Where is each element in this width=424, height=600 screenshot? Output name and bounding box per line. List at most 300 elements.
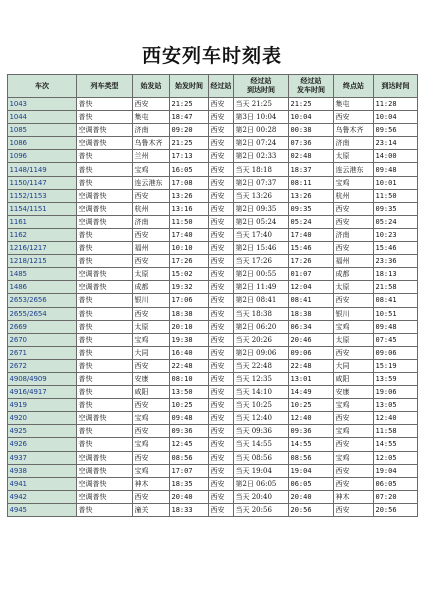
- cell-via-station: 西安: [209, 150, 234, 163]
- cell-via-arrival: 当天 20:40: [234, 490, 289, 503]
- cell-via-arrival: 当天 21:25: [234, 98, 289, 111]
- table-row: [8, 98, 418, 111]
- cell-origin: 兰州: [133, 150, 170, 163]
- cell-train-no: 1486: [8, 281, 77, 294]
- table-row: [8, 124, 418, 137]
- cell-via-departure: 08:41: [289, 294, 334, 307]
- cell-arrival-time: 10:04: [374, 111, 418, 124]
- cell-origin: 宝鸡: [133, 438, 170, 451]
- cell-train-type: 普快: [77, 176, 133, 189]
- col-header-departure-time: 始发时间: [170, 75, 209, 98]
- cell-via-departure: 15:46: [289, 242, 334, 255]
- cell-train-no: 2671: [8, 346, 77, 359]
- cell-train-type: 空调普快: [77, 137, 133, 150]
- cell-train-no: 1485: [8, 268, 77, 281]
- cell-origin: 咸阳: [133, 386, 170, 399]
- cell-arrival-time: 11:50: [374, 189, 418, 202]
- cell-train-no: 1161: [8, 215, 77, 228]
- cell-departure-time: 17:13: [170, 150, 209, 163]
- cell-via-arrival: 当天 18:18: [234, 163, 289, 176]
- cell-train-type: 空调普快: [77, 490, 133, 503]
- cell-terminus: 连云港东: [334, 163, 374, 176]
- cell-train-no: 4942: [8, 490, 77, 503]
- cell-terminus: 大同: [334, 359, 374, 372]
- cell-departure-time: 12:45: [170, 438, 209, 451]
- cell-terminus: 宝鸡: [334, 399, 374, 412]
- cell-via-departure: 06:34: [289, 320, 334, 333]
- cell-train-no: 2669: [8, 320, 77, 333]
- cell-train-no: 4941: [8, 477, 77, 490]
- cell-arrival-time: 10:01: [374, 176, 418, 189]
- table-row: [8, 503, 418, 516]
- cell-terminus: 宝鸡: [334, 176, 374, 189]
- cell-via-station: 西安: [209, 281, 234, 294]
- cell-terminus: 济南: [334, 137, 374, 150]
- cell-terminus: 宝鸡: [334, 425, 374, 438]
- cell-train-type: 普快: [77, 242, 133, 255]
- cell-train-no: 1216/1217: [8, 242, 77, 255]
- cell-departure-time: 13:50: [170, 386, 209, 399]
- cell-terminus: 太原: [334, 333, 374, 346]
- cell-train-no: 4916/4917: [8, 386, 77, 399]
- cell-departure-time: 10:25: [170, 399, 209, 412]
- cell-train-no: 2655/2654: [8, 307, 77, 320]
- cell-via-departure: 12:04: [289, 281, 334, 294]
- cell-departure-time: 09:36: [170, 425, 209, 438]
- cell-via-arrival: 当天 10:25: [234, 399, 289, 412]
- table-row: [8, 438, 418, 451]
- cell-arrival-time: 09:48: [374, 163, 418, 176]
- cell-train-type: 空调普快: [77, 281, 133, 294]
- cell-via-arrival: 当天 20:26: [234, 333, 289, 346]
- cell-origin: 杭州: [133, 202, 170, 215]
- cell-via-station: 西安: [209, 268, 234, 281]
- cell-terminus: 太原: [334, 150, 374, 163]
- table-row: [8, 425, 418, 438]
- cell-train-no: 1148/1149: [8, 163, 77, 176]
- table-row: [8, 412, 418, 425]
- table-header-row: [8, 75, 418, 98]
- cell-via-arrival: 第2日 07:24: [234, 137, 289, 150]
- table-row: [8, 215, 418, 228]
- cell-via-arrival: 当天 13:26: [234, 189, 289, 202]
- cell-terminus: 银川: [334, 307, 374, 320]
- cell-via-departure: 14:55: [289, 438, 334, 451]
- cell-origin: 连云港东: [133, 176, 170, 189]
- cell-via-station: 西安: [209, 189, 234, 202]
- cell-terminus: 西安: [334, 412, 374, 425]
- cell-terminus: 西安: [334, 464, 374, 477]
- cell-origin: 银川: [133, 294, 170, 307]
- cell-train-no: 1043: [8, 98, 77, 111]
- cell-train-type: 普快: [77, 346, 133, 359]
- cell-train-type: 普快: [77, 425, 133, 438]
- col-header-arrival-time: 到达时间: [374, 75, 418, 98]
- table-row: [8, 490, 418, 503]
- cell-departure-time: 20:10: [170, 320, 209, 333]
- cell-terminus: 成都: [334, 268, 374, 281]
- cell-via-arrival: 第2日 06:05: [234, 477, 289, 490]
- cell-departure-time: 18:38: [170, 307, 209, 320]
- cell-via-arrival: 第2日 02:33: [234, 150, 289, 163]
- cell-terminus: 西安: [334, 111, 374, 124]
- cell-arrival-time: 05:24: [374, 215, 418, 228]
- cell-arrival-time: 23:14: [374, 137, 418, 150]
- cell-departure-time: 18:35: [170, 477, 209, 490]
- cell-departure-time: 13:26: [170, 189, 209, 202]
- cell-via-arrival: 第2日 05:24: [234, 215, 289, 228]
- timetable-body: [8, 98, 418, 517]
- cell-via-station: 西安: [209, 412, 234, 425]
- cell-terminus: 西安: [334, 503, 374, 516]
- cell-via-station: 西安: [209, 333, 234, 346]
- table-row: [8, 386, 418, 399]
- cell-origin: 西安: [133, 307, 170, 320]
- cell-origin: 集屯: [133, 111, 170, 124]
- cell-terminus: 宝鸡: [334, 320, 374, 333]
- cell-train-no: 4926: [8, 438, 77, 451]
- cell-departure-time: 16:40: [170, 346, 209, 359]
- cell-via-arrival: 当天 17:40: [234, 228, 289, 241]
- cell-via-station: 西安: [209, 451, 234, 464]
- cell-train-no: 1162: [8, 228, 77, 241]
- cell-via-station: 西安: [209, 163, 234, 176]
- cell-via-departure: 08:11: [289, 176, 334, 189]
- cell-departure-time: 19:32: [170, 281, 209, 294]
- cell-train-no: 4919: [8, 399, 77, 412]
- cell-origin: 西安: [133, 425, 170, 438]
- cell-train-type: 空调普快: [77, 215, 133, 228]
- cell-departure-time: 19:38: [170, 333, 209, 346]
- page-title: 西安列车时刻表: [141, 45, 282, 67]
- cell-terminus: 西安: [334, 294, 374, 307]
- cell-via-arrival: 第2日 11:49: [234, 281, 289, 294]
- cell-train-no: 1096: [8, 150, 77, 163]
- table-row: [8, 359, 418, 372]
- cell-via-departure: 06:05: [289, 477, 334, 490]
- cell-via-departure: 13:01: [289, 372, 334, 385]
- cell-train-type: 普快: [77, 359, 133, 372]
- cell-train-no: 2653/2656: [8, 294, 77, 307]
- cell-terminus: 集屯: [334, 98, 374, 111]
- cell-train-no: 1218/1215: [8, 255, 77, 268]
- table-row: [8, 281, 418, 294]
- col-header-origin: 始发站: [133, 75, 170, 98]
- cell-train-type: 普快: [77, 150, 133, 163]
- cell-origin: 神木: [133, 477, 170, 490]
- cell-via-arrival: 当天 17:26: [234, 255, 289, 268]
- cell-departure-time: 17:06: [170, 294, 209, 307]
- cell-train-no: 4938: [8, 464, 77, 477]
- cell-via-departure: 19:04: [289, 464, 334, 477]
- cell-via-arrival: 第2日 09:06: [234, 346, 289, 359]
- cell-terminus: 乌鲁木齐: [334, 124, 374, 137]
- cell-origin: 济南: [133, 215, 170, 228]
- cell-train-type: 普快: [77, 399, 133, 412]
- cell-departure-time: 16:05: [170, 163, 209, 176]
- cell-via-station: 西安: [209, 399, 234, 412]
- cell-train-type: 空调普快: [77, 451, 133, 464]
- table-row: [8, 464, 418, 477]
- cell-via-station: 西安: [209, 124, 234, 137]
- cell-via-station: 西安: [209, 176, 234, 189]
- cell-via-departure: 00:38: [289, 124, 334, 137]
- cell-arrival-time: 19:06: [374, 386, 418, 399]
- cell-arrival-time: 09:56: [374, 124, 418, 137]
- cell-terminus: 西安: [334, 477, 374, 490]
- cell-via-arrival: 当天 09:36: [234, 425, 289, 438]
- table-row: [8, 202, 418, 215]
- cell-origin: 福州: [133, 242, 170, 255]
- cell-via-arrival: 第2日 08:41: [234, 294, 289, 307]
- cell-via-departure: 07:36: [289, 137, 334, 150]
- table-row: [8, 477, 418, 490]
- cell-via-arrival: 当天 22:48: [234, 359, 289, 372]
- cell-via-departure: 09:36: [289, 425, 334, 438]
- cell-train-type: 空调普快: [77, 202, 133, 215]
- cell-arrival-time: 09:06: [374, 346, 418, 359]
- cell-train-type: 普快: [77, 255, 133, 268]
- cell-arrival-time: 19:04: [374, 464, 418, 477]
- cell-departure-time: 22:48: [170, 359, 209, 372]
- cell-origin: 宝鸡: [133, 163, 170, 176]
- cell-train-type: 空调普快: [77, 268, 133, 281]
- cell-arrival-time: 13:05: [374, 399, 418, 412]
- cell-via-departure: 17:26: [289, 255, 334, 268]
- cell-departure-time: 18:47: [170, 111, 209, 124]
- cell-terminus: 西安: [334, 242, 374, 255]
- cell-origin: 宝鸡: [133, 412, 170, 425]
- table-row: [8, 150, 418, 163]
- cell-origin: 潼关: [133, 503, 170, 516]
- cell-arrival-time: 20:56: [374, 503, 418, 516]
- cell-arrival-time: 12:40: [374, 412, 418, 425]
- cell-via-arrival: 第2日 07:37: [234, 176, 289, 189]
- cell-via-station: 西安: [209, 294, 234, 307]
- cell-via-departure: 02:48: [289, 150, 334, 163]
- cell-via-station: 西安: [209, 255, 234, 268]
- cell-via-arrival: 第2日 15:46: [234, 242, 289, 255]
- cell-via-station: 西安: [209, 98, 234, 111]
- cell-arrival-time: 14:00: [374, 150, 418, 163]
- cell-arrival-time: 18:13: [374, 268, 418, 281]
- table-row: [8, 111, 418, 124]
- col-header-terminus: 终点站: [334, 75, 374, 98]
- cell-origin: 宝鸡: [133, 464, 170, 477]
- table-row: [8, 372, 418, 385]
- cell-departure-time: 08:56: [170, 451, 209, 464]
- cell-via-station: 西安: [209, 111, 234, 124]
- cell-origin: 西安: [133, 255, 170, 268]
- cell-via-station: 西安: [209, 386, 234, 399]
- cell-origin: 西安: [133, 451, 170, 464]
- cell-via-station: 西安: [209, 490, 234, 503]
- cell-departure-time: 21:25: [170, 98, 209, 111]
- cell-origin: 济南: [133, 124, 170, 137]
- table-row: [8, 255, 418, 268]
- cell-train-type: 普快: [77, 307, 133, 320]
- cell-origin: 太原: [133, 320, 170, 333]
- cell-via-departure: 18:37: [289, 163, 334, 176]
- cell-origin: 大同: [133, 346, 170, 359]
- cell-via-arrival: 当天 14:55: [234, 438, 289, 451]
- cell-via-station: 西安: [209, 359, 234, 372]
- cell-train-no: 1044: [8, 111, 77, 124]
- table-row: [8, 242, 418, 255]
- cell-terminus: 福州: [334, 255, 374, 268]
- cell-via-station: 西安: [209, 477, 234, 490]
- cell-arrival-time: 11:28: [374, 98, 418, 111]
- cell-arrival-time: 23:36: [374, 255, 418, 268]
- cell-origin: 宝鸡: [133, 333, 170, 346]
- cell-via-departure: 20:56: [289, 503, 334, 516]
- cell-via-departure: 21:25: [289, 98, 334, 111]
- cell-train-no: 1150/1147: [8, 176, 77, 189]
- cell-train-no: 4937: [8, 451, 77, 464]
- cell-train-no: 4945: [8, 503, 77, 516]
- cell-arrival-time: 15:46: [374, 242, 418, 255]
- cell-terminus: 西安: [334, 202, 374, 215]
- cell-via-arrival: 第2日 09:35: [234, 202, 289, 215]
- cell-train-no: 1152/1153: [8, 189, 77, 202]
- cell-arrival-time: 07:20: [374, 490, 418, 503]
- cell-via-departure: 17:40: [289, 228, 334, 241]
- cell-arrival-time: 12:05: [374, 451, 418, 464]
- col-header-train-type: 列车类型: [77, 75, 133, 98]
- cell-departure-time: 09:48: [170, 412, 209, 425]
- cell-via-departure: 20:46: [289, 333, 334, 346]
- cell-arrival-time: 10:51: [374, 307, 418, 320]
- cell-via-arrival: 第2日 00:55: [234, 268, 289, 281]
- cell-departure-time: 17:26: [170, 255, 209, 268]
- cell-via-station: 西安: [209, 464, 234, 477]
- table-row: [8, 451, 418, 464]
- cell-arrival-time: 13:59: [374, 372, 418, 385]
- cell-origin: 西安: [133, 359, 170, 372]
- table-row: [8, 176, 418, 189]
- cell-origin: 西安: [133, 490, 170, 503]
- cell-via-station: 西安: [209, 242, 234, 255]
- cell-via-departure: 18:38: [289, 307, 334, 320]
- col-header-via-departure: 经过站 发车时间: [289, 75, 334, 98]
- col-header-train-no: 车次: [8, 75, 77, 98]
- cell-train-type: 普快: [77, 320, 133, 333]
- cell-terminus: 咸阳: [334, 372, 374, 385]
- cell-terminus: 安康: [334, 386, 374, 399]
- cell-departure-time: 15:02: [170, 268, 209, 281]
- cell-via-station: 西安: [209, 425, 234, 438]
- cell-departure-time: 17:08: [170, 176, 209, 189]
- cell-via-departure: 08:56: [289, 451, 334, 464]
- table-row: [8, 137, 418, 150]
- cell-train-no: 2672: [8, 359, 77, 372]
- cell-via-arrival: 第2日 00:28: [234, 124, 289, 137]
- table-row: [8, 268, 418, 281]
- cell-terminus: 济南: [334, 228, 374, 241]
- cell-train-no: 4920: [8, 412, 77, 425]
- cell-departure-time: 13:16: [170, 202, 209, 215]
- col-header-via-station: 经过站: [209, 75, 234, 98]
- cell-train-type: 普快: [77, 333, 133, 346]
- cell-train-type: 普快: [77, 228, 133, 241]
- cell-terminus: 西安: [334, 215, 374, 228]
- cell-arrival-time: 14:55: [374, 438, 418, 451]
- cell-train-no: 1154/1151: [8, 202, 77, 215]
- cell-train-no: 2670: [8, 333, 77, 346]
- cell-via-arrival: 当天 12:40: [234, 412, 289, 425]
- cell-train-type: 空调普快: [77, 477, 133, 490]
- timetable-table: [7, 74, 418, 517]
- cell-terminus: 宝鸡: [334, 451, 374, 464]
- cell-departure-time: 09:20: [170, 124, 209, 137]
- table-row: [8, 189, 418, 202]
- cell-train-type: 空调普快: [77, 124, 133, 137]
- cell-arrival-time: 08:41: [374, 294, 418, 307]
- cell-train-type: 普快: [77, 98, 133, 111]
- cell-departure-time: 18:33: [170, 503, 209, 516]
- cell-origin: 西安: [133, 228, 170, 241]
- cell-origin: 太原: [133, 268, 170, 281]
- cell-arrival-time: 10:23: [374, 228, 418, 241]
- cell-departure-time: 08:10: [170, 372, 209, 385]
- cell-via-departure: 10:04: [289, 111, 334, 124]
- cell-via-departure: 20:40: [289, 490, 334, 503]
- cell-departure-time: 20:40: [170, 490, 209, 503]
- cell-terminus: 西安: [334, 346, 374, 359]
- cell-train-type: 普快: [77, 294, 133, 307]
- cell-via-arrival: 当天 08:56: [234, 451, 289, 464]
- table-row: [8, 346, 418, 359]
- cell-train-type: 普快: [77, 386, 133, 399]
- table-row: [8, 228, 418, 241]
- cell-arrival-time: 09:35: [374, 202, 418, 215]
- cell-departure-time: 21:25: [170, 137, 209, 150]
- cell-train-type: 空调普快: [77, 412, 133, 425]
- cell-train-no: 1085: [8, 124, 77, 137]
- cell-train-type: 普快: [77, 372, 133, 385]
- cell-via-station: 西安: [209, 137, 234, 150]
- cell-departure-time: 10:10: [170, 242, 209, 255]
- cell-via-departure: 14:49: [289, 386, 334, 399]
- table-row: [8, 399, 418, 412]
- col-header-via-arrival: 经过站 到达时间: [234, 75, 289, 98]
- cell-origin: 西安: [133, 399, 170, 412]
- cell-departure-time: 17:07: [170, 464, 209, 477]
- cell-departure-time: 11:50: [170, 215, 209, 228]
- table-row: [8, 163, 418, 176]
- cell-via-arrival: 当天 19:04: [234, 464, 289, 477]
- cell-origin: 成都: [133, 281, 170, 294]
- table-row: [8, 333, 418, 346]
- cell-via-departure: 22:48: [289, 359, 334, 372]
- cell-arrival-time: 07:45: [374, 333, 418, 346]
- cell-via-station: 西安: [209, 307, 234, 320]
- cell-origin: 安康: [133, 372, 170, 385]
- cell-via-arrival: 当天 14:10: [234, 386, 289, 399]
- cell-arrival-time: 21:58: [374, 281, 418, 294]
- cell-via-station: 西安: [209, 228, 234, 241]
- cell-terminus: 太原: [334, 281, 374, 294]
- cell-via-departure: 09:35: [289, 202, 334, 215]
- cell-via-arrival: 第3日 10:04: [234, 111, 289, 124]
- cell-via-departure: 01:07: [289, 268, 334, 281]
- cell-arrival-time: 06:05: [374, 477, 418, 490]
- table-row: [8, 307, 418, 320]
- cell-via-departure: 10:25: [289, 399, 334, 412]
- cell-terminus: 杭州: [334, 189, 374, 202]
- cell-origin: 西安: [133, 189, 170, 202]
- cell-via-station: 西安: [209, 320, 234, 333]
